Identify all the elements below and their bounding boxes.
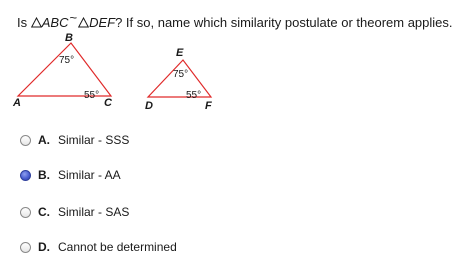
- triangle-symbol-icon: [78, 17, 89, 28]
- triangle-abc-name: ABC: [41, 15, 69, 30]
- triangle-abc: [18, 43, 111, 96]
- radio-option-b[interactable]: [20, 170, 31, 181]
- angle-e-label: 75°: [173, 69, 189, 80]
- option-a[interactable]: [20, 130, 129, 150]
- triangle-symbol-icon: [31, 17, 42, 28]
- question-prefix: Is: [17, 15, 28, 30]
- option-a-text: Similar - SSS: [58, 133, 130, 147]
- similar-symbol: ~: [69, 10, 78, 25]
- option-a-letter: A.: [38, 133, 50, 147]
- triangle-def-name: DEF: [89, 15, 116, 30]
- vertex-d-label: D: [145, 100, 153, 112]
- option-c-letter: C.: [38, 205, 50, 219]
- radio-option-c[interactable]: [20, 207, 31, 218]
- vertex-c-label: C: [104, 97, 112, 109]
- angle-c-label: 55°: [84, 90, 100, 101]
- angle-f-label: 55°: [186, 90, 202, 101]
- option-c[interactable]: [20, 202, 129, 222]
- radio-option-d[interactable]: [20, 242, 31, 253]
- option-d-text: Cannot be determined: [58, 240, 177, 254]
- option-b-text: Similar - AA: [58, 168, 121, 182]
- option-b[interactable]: [20, 165, 121, 185]
- question-suffix: ? If so, name which similarity postulate or theorem applies.: [115, 15, 453, 30]
- radio-option-a[interactable]: [20, 135, 31, 146]
- angle-b-label: 75°: [59, 55, 75, 66]
- vertex-e-label: E: [176, 47, 184, 59]
- vertex-f-label: F: [205, 100, 212, 112]
- option-d-letter: D.: [38, 240, 50, 254]
- triangles-figure: [0, 30, 240, 126]
- option-b-letter: B.: [38, 168, 50, 182]
- option-c-text: Similar - SAS: [58, 205, 130, 219]
- vertex-b-label: B: [65, 32, 73, 44]
- option-d[interactable]: [20, 237, 177, 257]
- vertex-a-label: A: [13, 97, 21, 109]
